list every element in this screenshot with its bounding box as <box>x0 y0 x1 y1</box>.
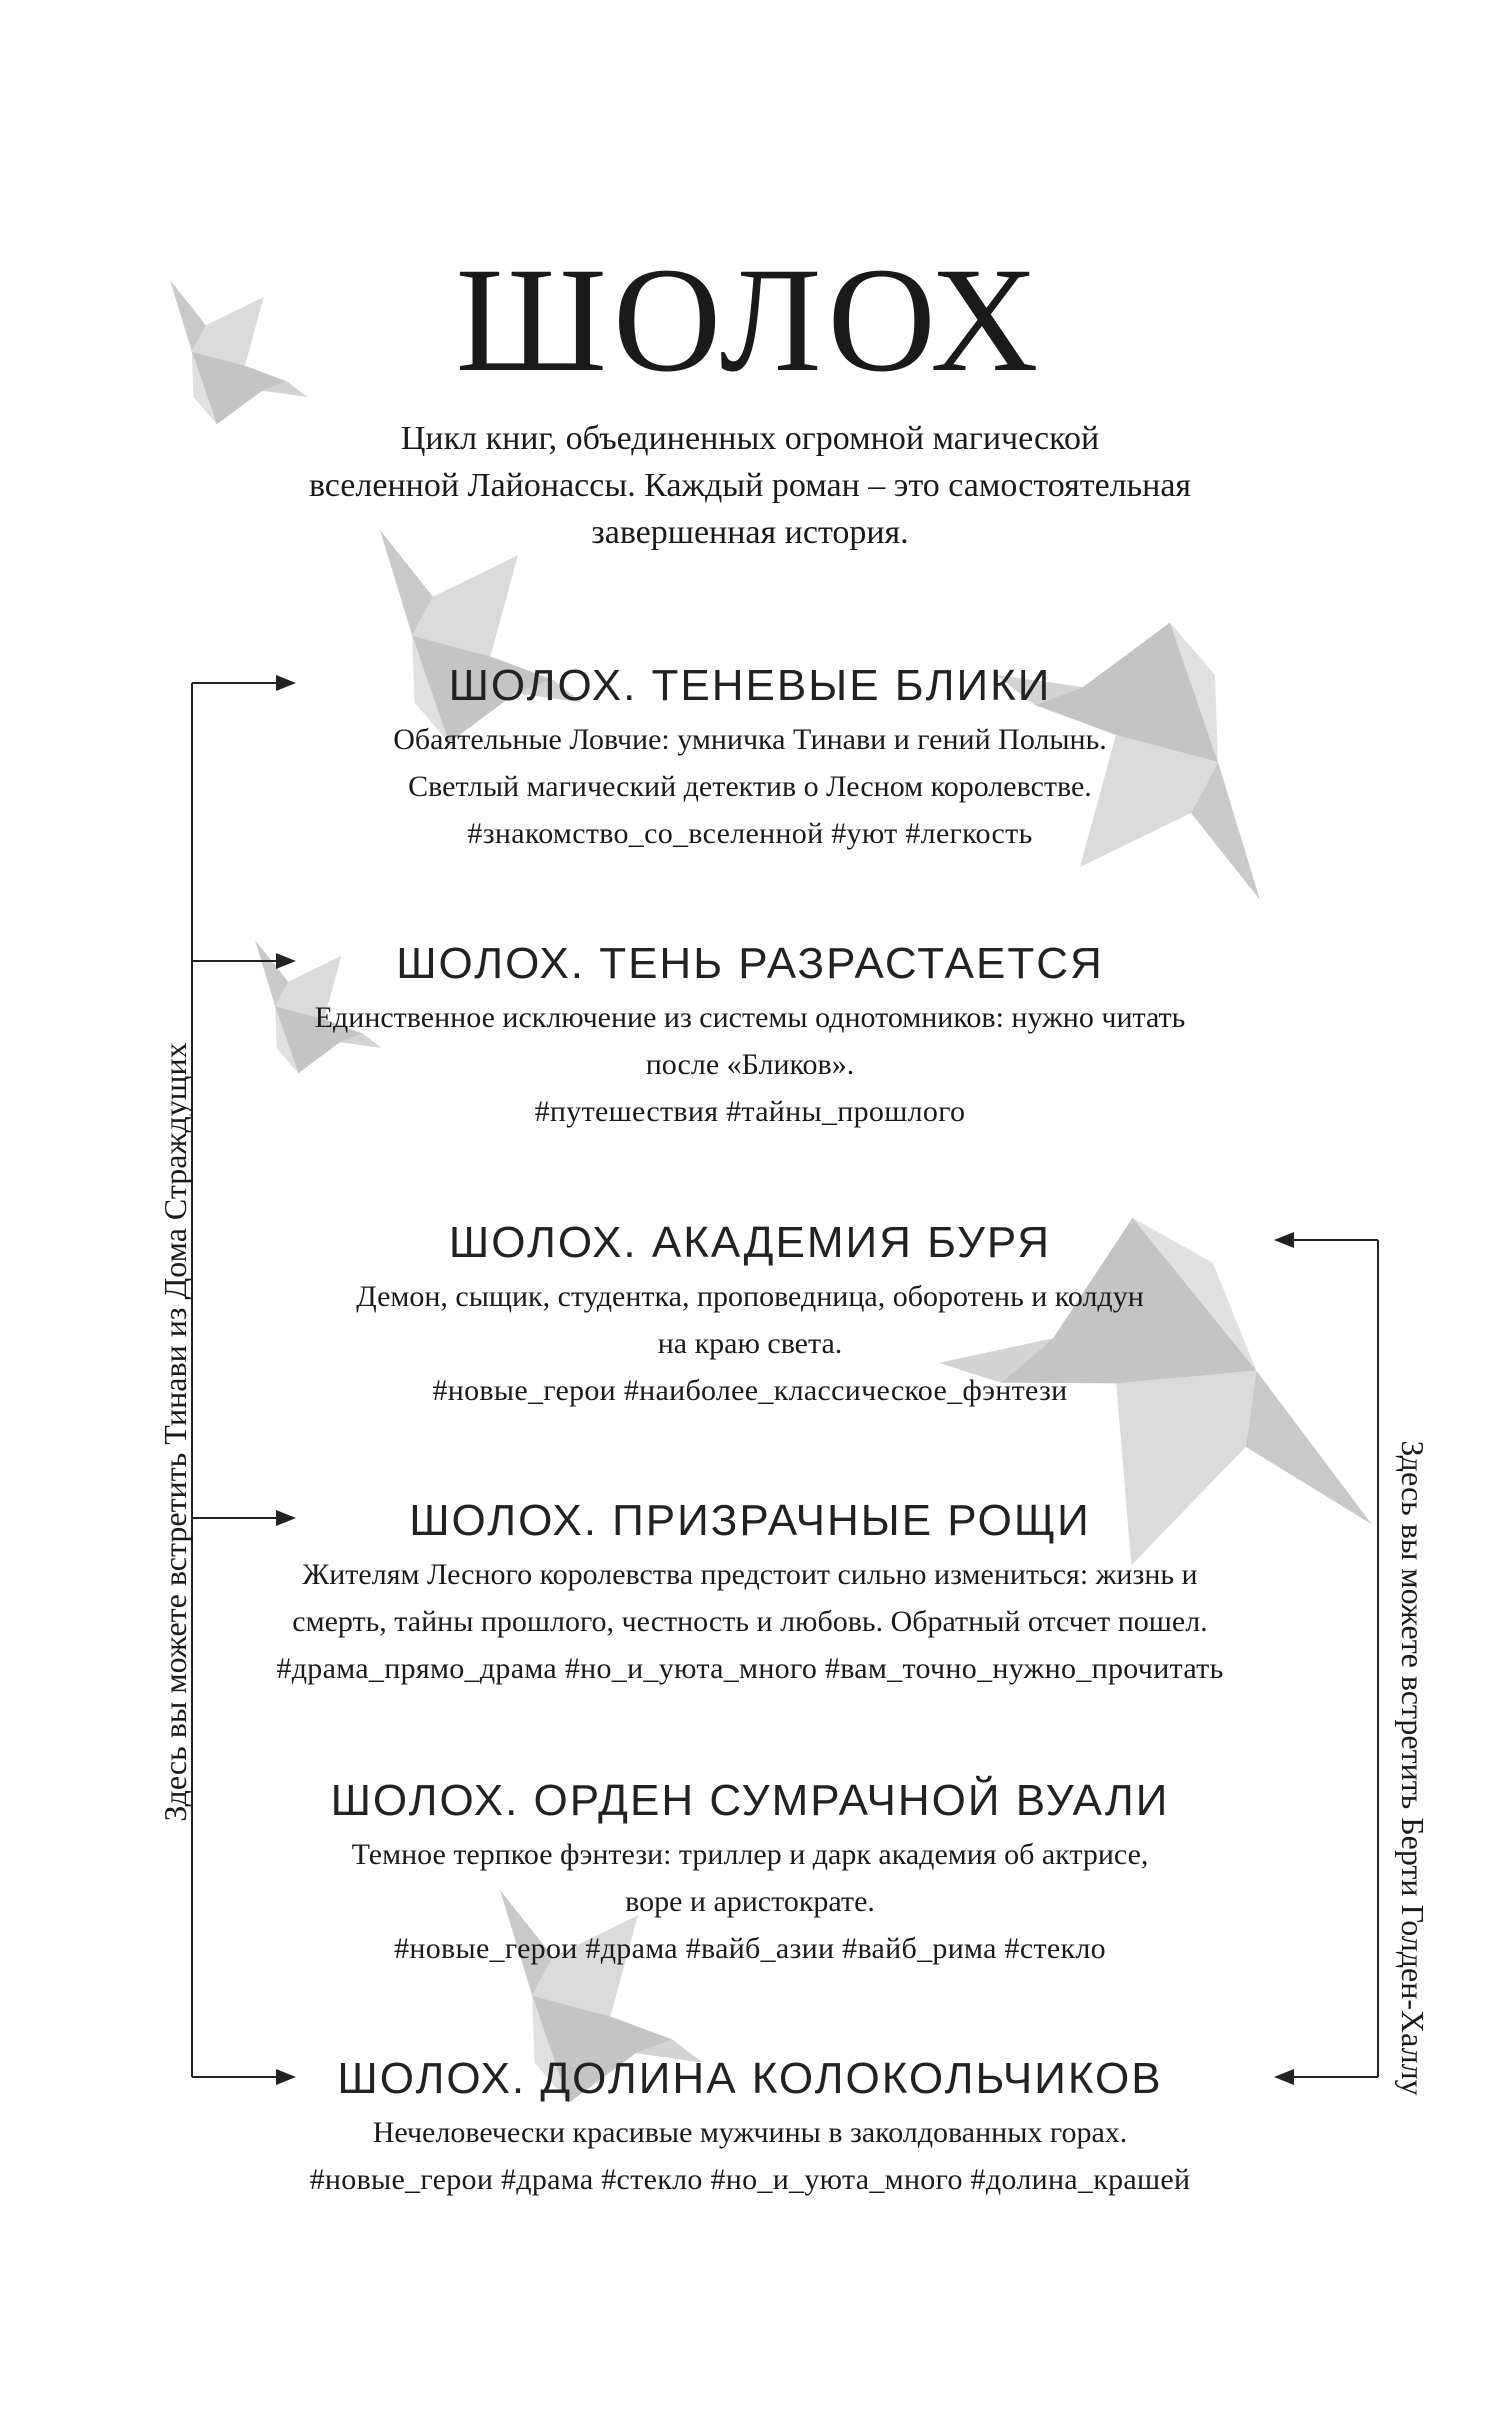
book-entry-3 <box>170 1213 1330 1414</box>
intro-text <box>230 415 1270 556</box>
book-description: Жителям Лесного королевства предстоит сильно измениться: жизнь и <box>302 1558 1198 1591</box>
book-description: Темное терпкое фэнтези: триллер и дарк академия об актрисе, <box>351 1838 1149 1871</box>
page-title: ШОЛОХ <box>455 237 1045 403</box>
book-tags: #драма_прямо_драма #но_и_уюта_много #вам_точно_нужно_прочитать <box>276 1652 1224 1685</box>
book-tags: #новые_герои #драма #стекло #но_и_уюта_много #долина_крашей <box>309 2163 1191 2196</box>
book-description: Демон, сыщик, студентка, проповедница, оборотень и колдун <box>356 1280 1144 1313</box>
book-description: воре и аристократе. <box>625 1885 875 1918</box>
book-tags: #новые_герои #наиболее_классическое_фэнтези <box>432 1374 1068 1407</box>
side-note-right: Здесь вы можете встретить Берти Голден-Халлу <box>1395 1440 1431 2096</box>
book-entry-2 <box>170 934 1330 1135</box>
intro-line: Цикл книг, объединенных огромной магической <box>400 420 1100 457</box>
book-description: Светлый магический детектив о Лесном королевстве. <box>408 770 1092 803</box>
book-description: Единственное исключение из системы однотомников: нужно читать <box>314 1001 1186 1034</box>
book-entry-5 <box>170 1771 1330 1972</box>
book-description: после «Бликов». <box>645 1048 855 1081</box>
book-description: Обаятельные Ловчие: умничка Тинави и гений Полынь. <box>393 723 1107 756</box>
book-title: ШОЛОХ. ПРИЗРАЧНЫЕ РОЩИ <box>409 1496 1091 1545</box>
intro-line: вселенной Лайонассы. Каждый роман – это самостоятельная <box>308 467 1192 504</box>
book-title: ШОЛОХ. ОРДЕН СУМРАЧНОЙ ВУАЛИ <box>330 1776 1170 1825</box>
book-title: ШОЛОХ. ТЕНЕВЫЕ БЛИКИ <box>448 661 1052 710</box>
book-entry-6 <box>170 2049 1330 2203</box>
book-title: ШОЛОХ. ДОЛИНА КОЛОКОЛЬЧИКОВ <box>337 2054 1163 2103</box>
book-description: на краю света. <box>657 1327 843 1360</box>
book-tags: #знакомство_со_вселенной #уют #легкость <box>467 817 1033 850</box>
book-description: Нечеловечески красивые мужчины в заколдованных горах. <box>372 2116 1128 2149</box>
book-tags: #путешествия #тайны_прошлого <box>534 1095 966 1128</box>
side-note-left: Здесь вы можете встретить Тинави из Дома Страждущих <box>157 1042 193 1822</box>
book-description: смерть, тайны прошлого, честность и любовь. Обратный отсчет пошел. <box>292 1605 1208 1638</box>
book-tags: #новые_герои #драма #вайб_азии #вайб_рима #стекло <box>394 1932 1106 1965</box>
intro-line: завершенная история. <box>591 514 909 551</box>
book-title: ШОЛОХ. ТЕНЬ РАЗРАСТАЕТСЯ <box>396 939 1104 988</box>
book-entry-1 <box>170 656 1330 857</box>
book-title: ШОЛОХ. АКАДЕМИЯ БУРЯ <box>448 1218 1052 1267</box>
book-entry-4 <box>170 1491 1330 1692</box>
